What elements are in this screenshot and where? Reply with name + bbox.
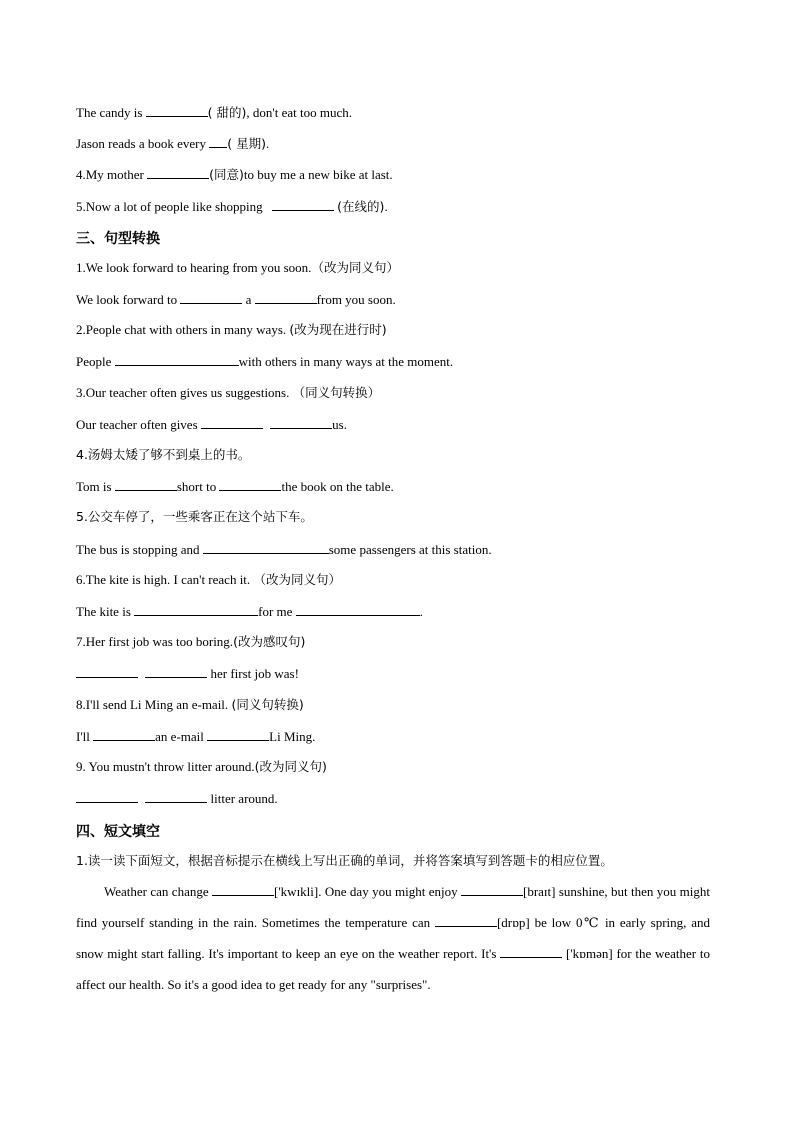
passage-text: [drɒp] be low 0℃ in early spring, and snow might start falling. It's important to keep an eye on the weather report. It's: [76, 915, 710, 961]
answer-blank[interactable]: [209, 135, 227, 148]
hint-text: （改为同义句）: [311, 260, 399, 275]
hint-text: （改为同义句）: [253, 572, 341, 587]
answer-text: us.: [332, 417, 347, 432]
question-text: Jason reads a book every: [76, 136, 206, 151]
answer-text: with others in many ways at the moment.: [238, 354, 454, 369]
answer-line: [76, 416, 714, 433]
answer-blank[interactable]: [207, 728, 269, 741]
hint-text: ( 甜的): [207, 105, 247, 120]
passage-text: ['kwɪkli]. One day you might enjoy: [274, 884, 458, 899]
question-text: 4.My mother: [76, 167, 144, 182]
answer-text: her first job was!: [210, 666, 299, 681]
question-text: 6.The kite is high. I can't reach it.: [76, 572, 251, 587]
answer-blank[interactable]: [115, 353, 239, 366]
question-line: [76, 198, 714, 215]
answer-blank[interactable]: [212, 883, 274, 896]
answer-blank[interactable]: [93, 728, 155, 741]
question-line: 4.汤姆太矮了够不到桌上的书。: [76, 447, 251, 462]
answer-blank[interactable]: [134, 603, 258, 616]
answer-line: [76, 665, 714, 682]
answer-line: [76, 728, 714, 745]
answer-blank[interactable]: [270, 416, 332, 429]
answer-blank[interactable]: [180, 291, 242, 304]
question-text: .: [265, 136, 270, 151]
passage-text: [braɪt] sunshine, but then you might find yourself standing in the rain. Sometimes the temperature can: [76, 884, 710, 930]
question-text: 8.I'll send Li Ming an e-mail.: [76, 697, 229, 712]
answer-text: Li Ming.: [269, 729, 316, 744]
answer-text: the book on the table.: [281, 479, 394, 494]
answer-blank[interactable]: [255, 291, 317, 304]
answer-line: [76, 478, 714, 495]
answer-text: an e-mail: [155, 729, 204, 744]
answer-text: I'll: [76, 729, 90, 744]
answer-text: People: [76, 354, 112, 369]
question-line: [76, 697, 714, 713]
answer-line: [76, 790, 714, 807]
passage-text: ['kɒmən] for the weather to affect our health. So it's a good idea to get ready for any "surprises".: [76, 946, 711, 992]
section-heading: 四、短文填空: [76, 824, 160, 840]
answer-text: from you soon.: [316, 292, 396, 307]
question-text: 2.People chat with others in many ways.: [76, 322, 287, 337]
question-text: .: [384, 199, 388, 214]
question-line: [76, 260, 714, 276]
answer-blank[interactable]: [203, 541, 329, 554]
section-heading: 三、句型转换: [76, 231, 160, 247]
answer-blank[interactable]: [500, 945, 562, 958]
answer-text: Our teacher often gives: [76, 417, 198, 432]
answer-text: We look forward to: [76, 292, 178, 307]
question-text: 1.We look forward to hearing from you soon.: [76, 260, 312, 275]
question-line: [76, 572, 714, 588]
question-line: [76, 322, 714, 338]
answer-line: [76, 603, 714, 620]
question-text: 5.Now a lot of people like shopping: [76, 199, 263, 214]
question-line: [76, 385, 714, 401]
answer-text: Tom is: [76, 479, 112, 494]
answer-text: .: [419, 604, 423, 619]
hint-text: (同义句转换): [231, 697, 304, 712]
answer-blank[interactable]: [115, 478, 177, 491]
answer-blank[interactable]: [147, 166, 209, 179]
answer-text: litter around.: [210, 791, 278, 806]
answer-blank[interactable]: [219, 478, 281, 491]
question-text: 3.Our teacher often gives us suggestions.: [76, 385, 290, 400]
question-text: 9. You mustn't throw litter around.: [76, 759, 255, 774]
question-text: 7.Her first job was too boring.: [76, 634, 234, 649]
hint-text: (在线的): [337, 199, 385, 214]
hint-text: (改为现在进行时): [289, 322, 387, 337]
answer-line: [76, 291, 714, 308]
answer-blank[interactable]: [435, 914, 497, 927]
hint-text: ( 星期): [227, 136, 266, 151]
answer-text: The bus is stopping and: [76, 542, 200, 557]
question-text: The candy is: [76, 105, 143, 120]
answer-blank[interactable]: [272, 198, 334, 211]
question-text: , don't eat too much.: [246, 105, 353, 120]
answer-blank[interactable]: [296, 603, 420, 616]
answer-line: [76, 353, 714, 370]
hint-text: (改为同义句): [254, 759, 327, 774]
question-line: 5.公交车停了，一些乘客正在这个站下车。: [76, 509, 313, 524]
answer-text: some passengers at this station.: [328, 542, 492, 557]
instruction-text: 1.读一读下面短文，根据音标提示在横线上写出正确的单词，并将答案填写到答题卡的相应位置。: [76, 853, 613, 868]
hint-text: (改为感叹句): [233, 634, 306, 649]
answer-text: a: [245, 292, 252, 307]
question-line: [76, 634, 714, 650]
passage-paragraph: [76, 876, 710, 1000]
hint-text: (同意): [209, 167, 244, 182]
hint-text: （同义句转换）: [292, 385, 381, 400]
answer-blank[interactable]: [76, 790, 138, 803]
answer-line: [76, 541, 714, 558]
answer-text: for me: [258, 604, 293, 619]
question-text: to buy me a new bike at last.: [243, 167, 393, 182]
answer-blank[interactable]: [461, 883, 523, 896]
question-line: [76, 104, 714, 121]
passage-text: Weather can change: [104, 884, 209, 899]
answer-blank[interactable]: [76, 665, 138, 678]
question-line: [76, 135, 714, 152]
answer-blank[interactable]: [145, 665, 207, 678]
question-line: [76, 759, 714, 775]
answer-blank[interactable]: [145, 790, 207, 803]
question-line: [76, 166, 714, 183]
answer-text: short to: [176, 479, 217, 494]
answer-blank[interactable]: [146, 104, 208, 117]
answer-blank[interactable]: [201, 416, 263, 429]
answer-text: The kite is: [76, 604, 131, 619]
